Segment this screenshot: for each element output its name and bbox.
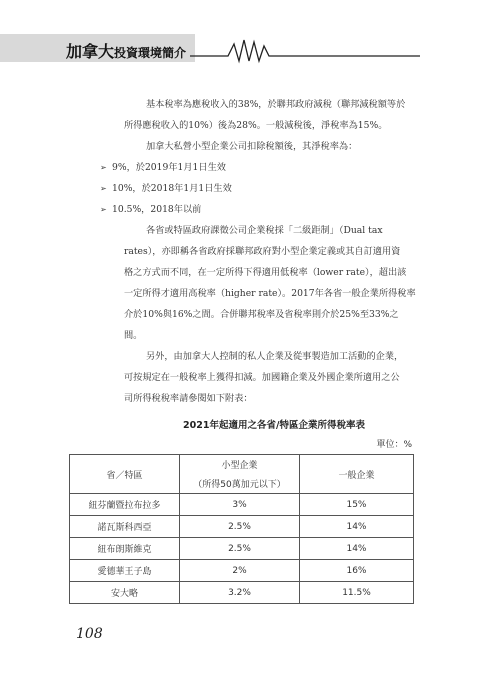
cell-small-rate: 2.5% bbox=[180, 516, 300, 538]
body-text bbox=[124, 220, 424, 409]
body-text bbox=[124, 94, 424, 157]
paragraph-line: 所得應稅收入的10%）後為28%。一般減稅後，淨稅率為15%。 bbox=[124, 120, 388, 131]
cell-province: 安大略 bbox=[70, 582, 180, 604]
paragraph-line: 另外，由加拿大人控制的私人企業及從事製造加工活動的企業， bbox=[146, 351, 404, 362]
header-small-business-label: 小型企業 bbox=[221, 461, 258, 471]
paragraph-line: 格之方式而不同，在一定所得下得適用低稅率（lower rate），超出該 bbox=[124, 267, 407, 278]
cell-province: 紐芬蘭暨拉布拉多 bbox=[70, 494, 180, 516]
cell-small-rate: 2% bbox=[180, 560, 300, 582]
table-row bbox=[70, 538, 414, 560]
cell-general-rate: 14% bbox=[300, 516, 414, 538]
page-number: 108 bbox=[76, 626, 103, 642]
cell-general-rate: 16% bbox=[300, 560, 414, 582]
cell-province: 紐布朗斯維克 bbox=[70, 538, 180, 560]
table-row bbox=[70, 582, 414, 604]
bullet-item: ➢ 9%，於2019年1月1日生效 bbox=[100, 157, 424, 178]
paragraph-line: 可按規定在一般稅率上獲得扣減。加國籍企業及外國企業所適用之公 bbox=[124, 372, 400, 383]
cell-province: 諾瓦斯科西亞 bbox=[70, 516, 180, 538]
cell-small-rate: 3.2% bbox=[180, 582, 300, 604]
bullet-item: ➢ 10.5%，2018年以前 bbox=[100, 199, 424, 220]
table-row bbox=[70, 560, 414, 582]
paragraph-line: 基本稅率為應稅收入的38%，於聯邦政府減稅（聯邦減稅額等於 bbox=[146, 99, 406, 110]
paragraph-line: 司所得稅稅率請參閱如下附表： bbox=[124, 393, 253, 404]
table-title: 2021年起適用之各省/特區企業所得稅率表 bbox=[183, 420, 365, 431]
tax-rate-table bbox=[69, 454, 414, 604]
bullet-item: ➢ 10%，於2018年1月1日生效 bbox=[100, 178, 424, 199]
paragraph-line: 加拿大私營小型企業公司扣除稅額後，其淨稅率為： bbox=[146, 141, 358, 152]
header-province: 省／特區 bbox=[70, 455, 180, 494]
arrow-bullet-icon: ➢ bbox=[100, 205, 107, 214]
arrow-bullet-icon: ➢ bbox=[100, 163, 107, 172]
header-title bbox=[66, 39, 186, 59]
header-title-main: 加拿大 bbox=[66, 42, 115, 61]
running-header bbox=[0, 34, 480, 64]
cell-small-rate: 3% bbox=[180, 494, 300, 516]
cell-province: 愛德華王子島 bbox=[70, 560, 180, 582]
arrow-bullet-icon: ➢ bbox=[100, 184, 107, 193]
cell-general-rate: 15% bbox=[300, 494, 414, 516]
table-header-row bbox=[70, 455, 414, 494]
header-small-business-note: （所得50萬加元以下） bbox=[193, 480, 286, 490]
header-general-business: 一般企業 bbox=[300, 455, 414, 494]
paragraph-line: 一定所得才適用高稅率（higher rate）。2017年各省一般企業所得稅率 bbox=[124, 288, 416, 299]
table-row bbox=[70, 494, 414, 516]
cell-small-rate: 2.5% bbox=[180, 538, 300, 560]
table-row bbox=[70, 516, 414, 538]
header-title-sub: 投資環境簡介 bbox=[114, 46, 187, 60]
table-unit: 單位：% bbox=[376, 440, 412, 450]
paragraph-line: rates），亦即稱各省政府採聯邦政府對小型企業定義或其自訂適用資 bbox=[124, 246, 401, 257]
bullet-list bbox=[100, 157, 424, 220]
cell-general-rate: 11.5% bbox=[300, 582, 414, 604]
paragraph-line: 間。 bbox=[124, 330, 143, 341]
cell-general-rate: 14% bbox=[300, 538, 414, 560]
paragraph-line: 介於10%與16%之間。合併聯邦稅率及省稅率則介於25%至33%之 bbox=[124, 309, 399, 320]
header-small-business bbox=[180, 455, 300, 494]
heartbeat-line-icon bbox=[190, 34, 420, 64]
paragraph-line: 各省或特區政府課徵公司企業稅採「二級距制」（Dual tax bbox=[146, 225, 383, 236]
